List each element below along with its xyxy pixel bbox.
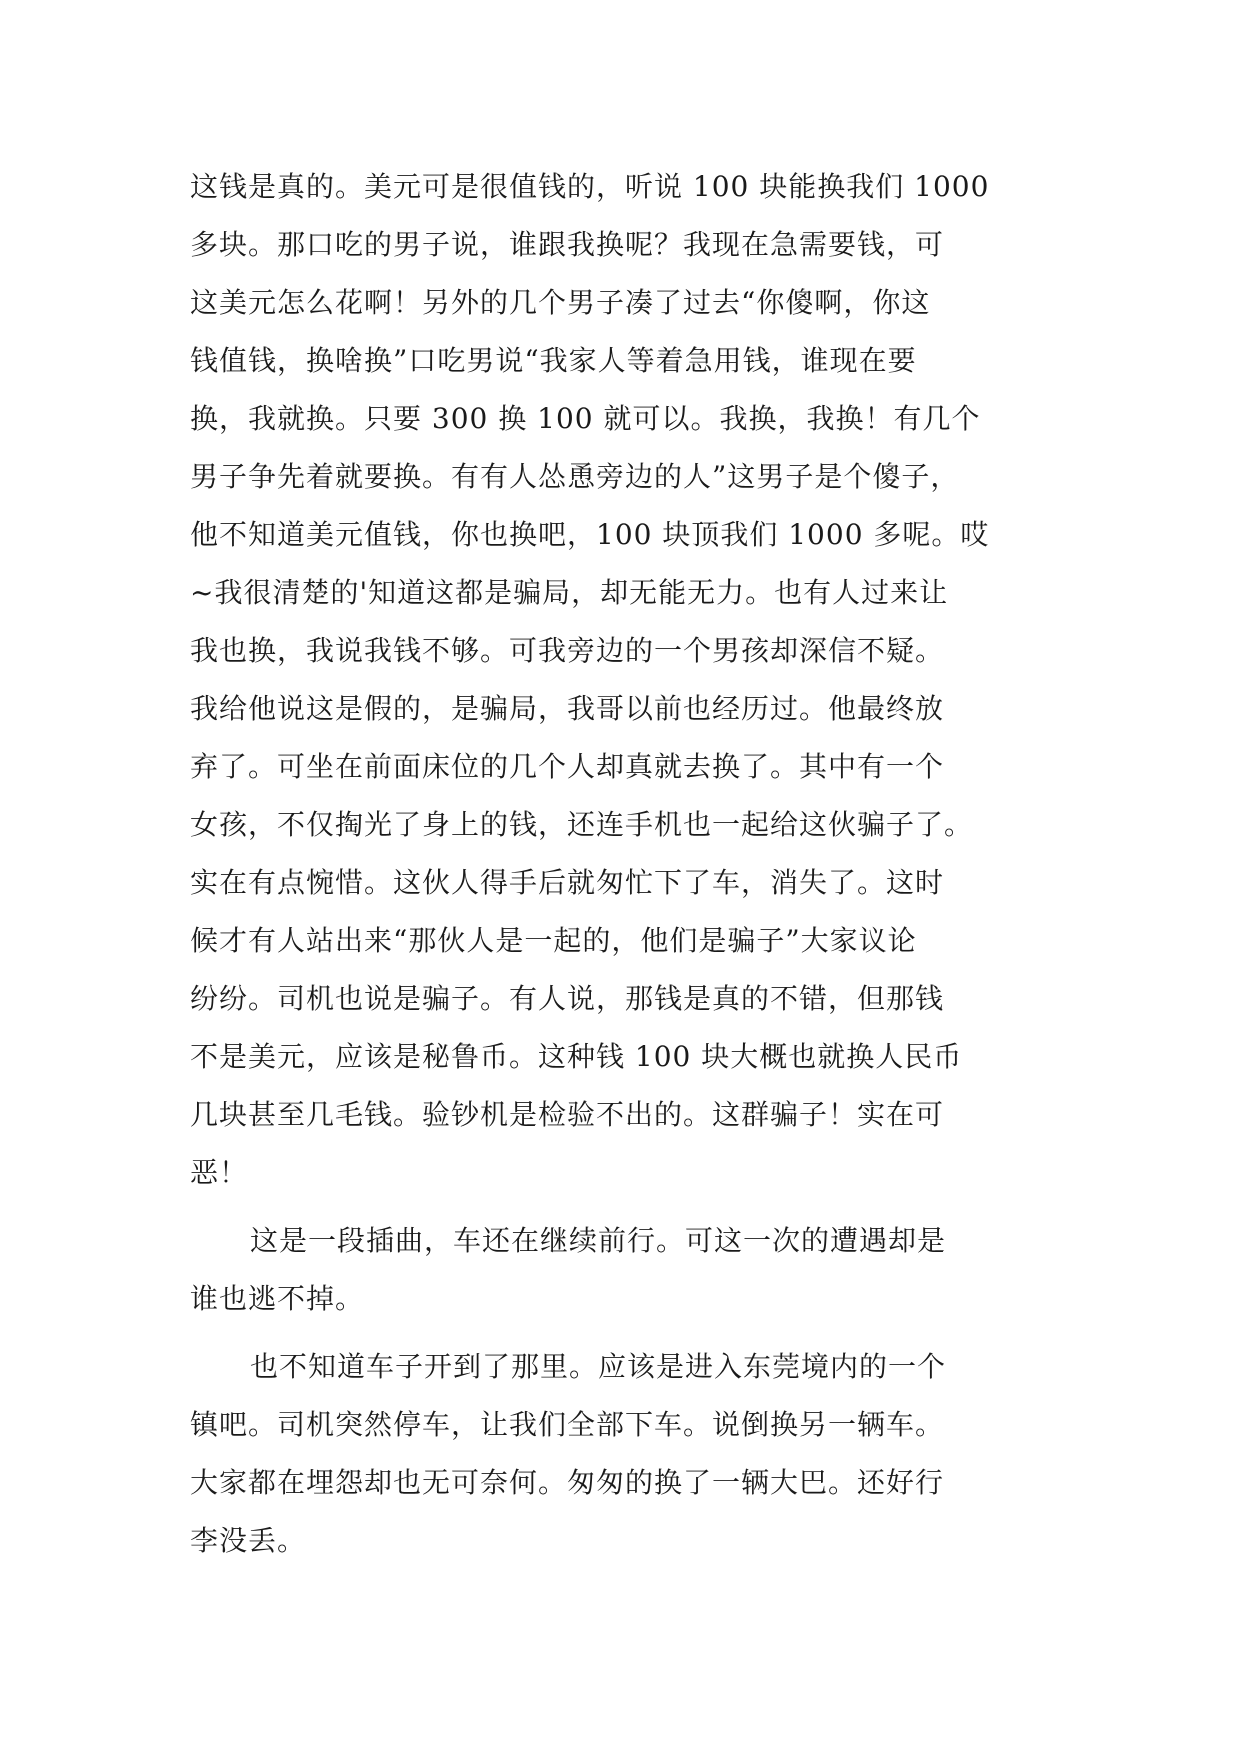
paragraph-3 <box>190 1338 1090 1570</box>
text-line: 恶！ <box>190 1156 249 1189</box>
paragraph-spacing <box>190 1202 1090 1212</box>
text-line: 女孩，不仅掏光了身上的钱，还连手机也一起给这伙骗子了。 <box>190 808 974 841</box>
text-line: 实在有点惋惜。这伙人得手后就匆忙下了车，消失了。这时 <box>190 866 945 899</box>
text-line: 钱值钱，换啥换”口吃男说“我家人等着急用钱，谁现在要 <box>190 344 917 377</box>
text-line: 候才有人站出来“那伙人是一起的，他们是骗子”大家议论 <box>190 924 917 957</box>
text-line: 多块。那口吃的男子说，谁跟我换呢？我现在急需要钱，可 <box>190 228 945 261</box>
text-line: 大家都在埋怨却也无可奈何。匆匆的换了一辆大巴。还好行 <box>190 1466 945 1499</box>
text-line: 这美元怎么花啊！另外的几个男子凑了过去“你傻啊，你这 <box>190 286 931 319</box>
text-line: 我给他说这是假的，是骗局，我哥以前也经历过。他最终放 <box>190 692 945 725</box>
text-line: 纷纷。司机也说是骗子。有人说，那钱是真的不错，但那钱 <box>190 982 945 1015</box>
paragraph-2 <box>190 1212 1090 1328</box>
text-line: 不是美元，应该是秘鲁币。这种钱 100 块大概也就换人民币 <box>190 1040 963 1073</box>
text-line: 几块甚至几毛钱。验钞机是检验不出的。这群骗子！实在可 <box>190 1098 945 1131</box>
text-line: 我也换，我说我钱不够。可我旁边的一个男孩却深信不疑。 <box>190 634 945 667</box>
paragraph-1 <box>190 158 1090 1202</box>
text-line: 这钱是真的。美元可是很值钱的，听说 100 块能换我们 1000 <box>190 170 990 203</box>
text-line: 他不知道美元值钱，你也换吧，100 块顶我们 1000 多呢。哎 <box>190 518 990 551</box>
text-line: 也不知道车子开到了那里。应该是进入东莞境内的一个 <box>250 1350 947 1383</box>
text-line: 这是一段插曲，车还在继续前行。可这一次的遭遇却是 <box>250 1224 947 1257</box>
text-line: 弃了。可坐在前面床位的几个人却真就去换了。其中有一个 <box>190 750 945 783</box>
text-line: 换，我就换。只要 300 换 100 就可以。我换，我换！有几个 <box>190 402 981 435</box>
paragraph-spacing <box>190 1328 1090 1338</box>
document-body <box>190 158 1090 1570</box>
text-line: 谁也逃不掉。 <box>190 1282 365 1315</box>
text-line: 男子争先着就要换。有有人怂恿旁边的人”这男子是个傻子， <box>190 460 960 493</box>
text-line: ~我很清楚的'知道这都是骗局，却无能无力。也有人过来让 <box>190 576 949 609</box>
text-line: 李没丢。 <box>190 1524 307 1557</box>
text-line: 镇吧。司机突然停车，让我们全部下车。说倒换另一辆车。 <box>190 1408 945 1441</box>
